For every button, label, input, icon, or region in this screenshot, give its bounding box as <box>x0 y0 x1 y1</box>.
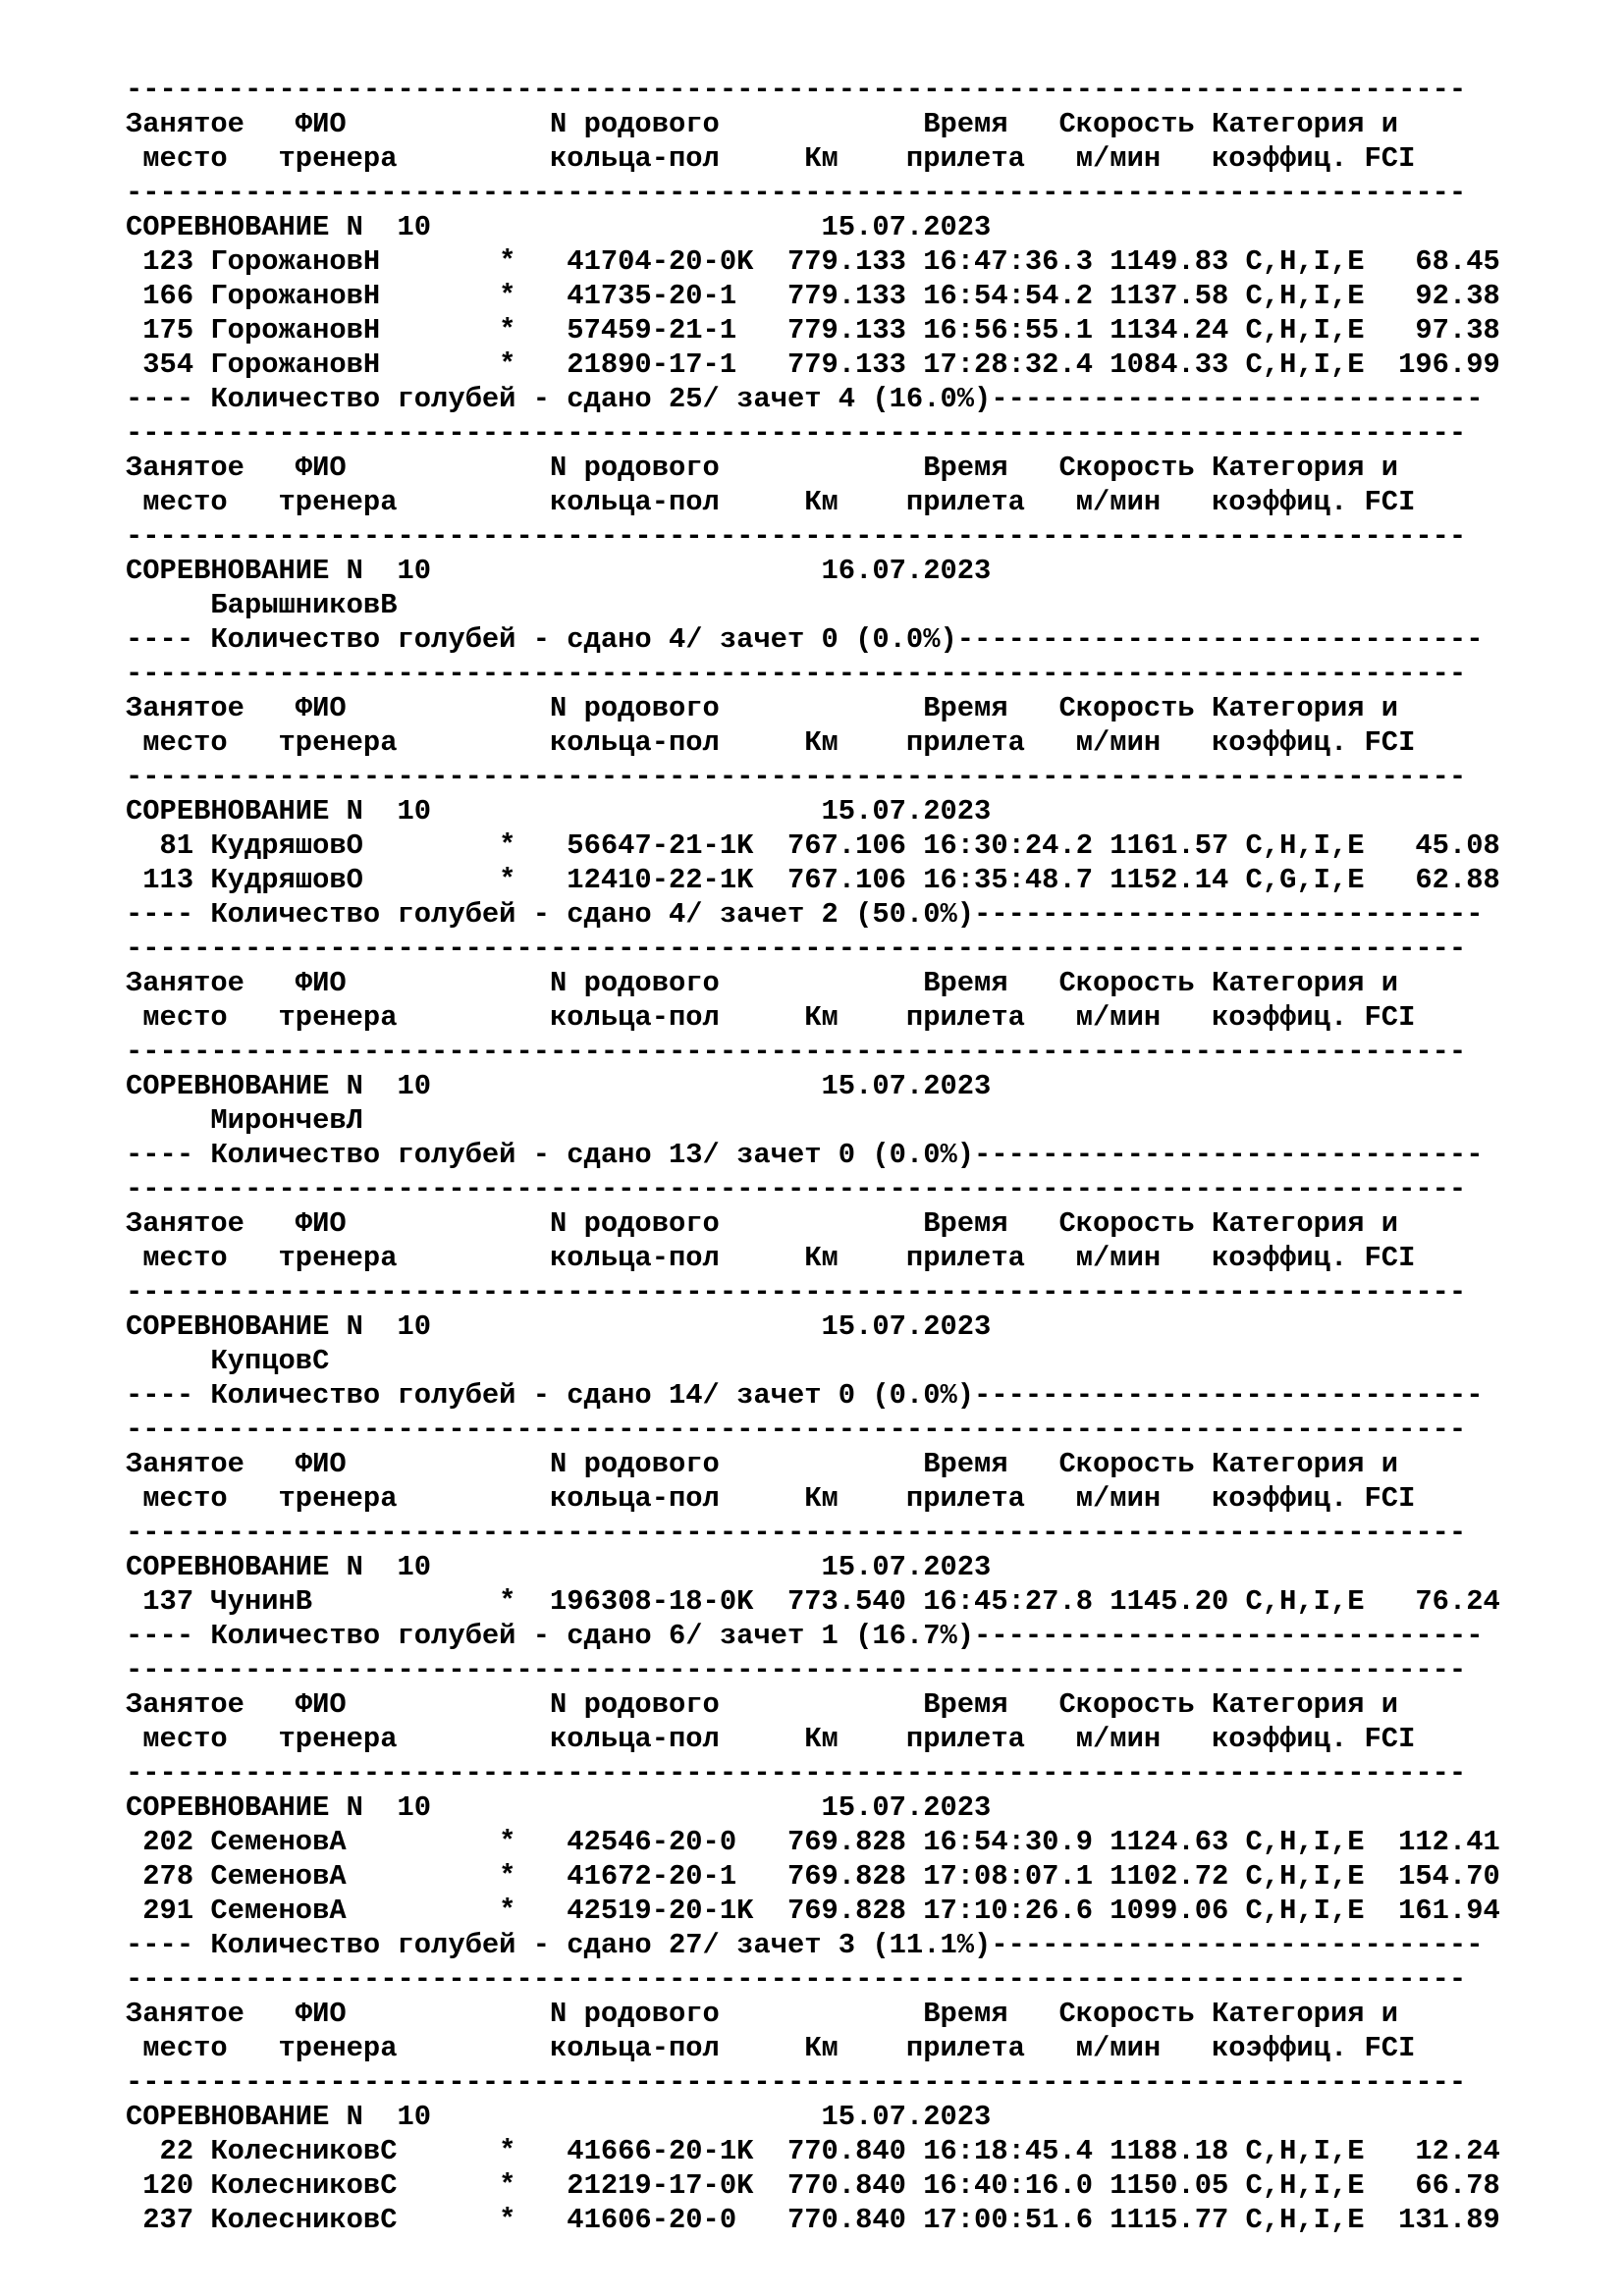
header-separator-bottom: ------------------------------------------------------------------------------- <box>126 1757 1467 1789</box>
column-header-line-2: место тренера кольца-пол Км прилета м/мин коэффиц. FCI <box>126 1001 1416 1034</box>
pigeon-count-summary: ---- Количество голубей - сдано 14/ зачет 0 (0.0%)------------------------------ <box>126 1379 1484 1412</box>
competition-title: СОРЕВНОВАНИЕ N 10 15.07.2023 <box>126 1791 992 1824</box>
result-row: 22 КолесниковС * 41666-20-1K 770.840 16:18:45.4 1188.18 C,H,I,E 12.24 <box>126 2135 1500 2167</box>
header-separator-bottom: ------------------------------------------------------------------------------- <box>126 761 1467 793</box>
result-row: 175 ГорожановН * 57459-21-1 779.133 16:56:55.1 1134.24 C,H,I,E 97.38 <box>126 314 1500 347</box>
pigeon-count-summary: ---- Количество голубей - сдано 6/ зачет 1 (16.7%)------------------------------ <box>126 1620 1484 1652</box>
result-row: 237 КолесниковС * 41606-20-0 770.840 17:00:51.6 1115.77 C,H,I,E 131.89 <box>126 2204 1500 2236</box>
column-header-line-2: место тренера кольца-пол Км прилета м/мин коэффиц. FCI <box>126 2032 1416 2064</box>
header-separator-top: ------------------------------------------------------------------------------- <box>126 933 1467 965</box>
header-separator-bottom: ------------------------------------------------------------------------------- <box>126 520 1467 553</box>
result-row: БарышниковВ <box>126 589 398 621</box>
competition-title: СОРЕВНОВАНИЕ N 10 15.07.2023 <box>126 1551 992 1583</box>
header-separator-bottom: ------------------------------------------------------------------------------- <box>126 177 1467 209</box>
result-row: 354 ГорожановН * 21890-17-1 779.133 17:28:32.4 1084.33 C,H,I,E 196.99 <box>126 348 1500 381</box>
header-separator-bottom: ------------------------------------------------------------------------------- <box>126 1036 1467 1068</box>
result-row: 137 ЧунинВ * 196308-18-0K 773.540 16:45:27.8 1145.20 C,H,I,E 76.24 <box>126 1585 1500 1618</box>
column-header-line-1: Занятое ФИО N родового Время Скорость Категория и <box>126 108 1399 140</box>
competition-title: СОРЕВНОВАНИЕ N 10 15.07.2023 <box>126 1310 992 1343</box>
header-separator-top: ------------------------------------------------------------------------------- <box>126 417 1467 450</box>
header-separator-bottom: ------------------------------------------------------------------------------- <box>126 1517 1467 1549</box>
pigeon-count-summary: ---- Количество голубей - сдано 4/ зачет 2 (50.0%)------------------------------ <box>126 898 1484 931</box>
competition-title: СОРЕВНОВАНИЕ N 10 16.07.2023 <box>126 555 992 587</box>
result-row: МирончевЛ <box>126 1104 363 1137</box>
column-header-line-1: Занятое ФИО N родового Время Скорость Категория и <box>126 1448 1399 1480</box>
header-separator-bottom: ------------------------------------------------------------------------------- <box>126 1276 1467 1308</box>
result-row: 113 КудряшовО * 12410-22-1K 767.106 16:35:48.7 1152.14 C,G,I,E 62.88 <box>126 864 1500 896</box>
pigeon-count-summary: ---- Количество голубей - сдано 27/ зачет 3 (11.1%)----------------------------- <box>126 1929 1484 1961</box>
column-header-line-2: место тренера кольца-пол Км прилета м/мин коэффиц. FCI <box>126 486 1416 518</box>
result-row: КупцовС <box>126 1345 330 1377</box>
competition-title: СОРЕВНОВАНИЕ N 10 15.07.2023 <box>126 211 992 243</box>
column-header-line-1: Занятое ФИО N родового Время Скорость Категория и <box>126 1688 1399 1721</box>
header-separator-top: ------------------------------------------------------------------------------- <box>126 74 1467 106</box>
header-separator-top: ------------------------------------------------------------------------------- <box>126 1414 1467 1446</box>
result-row: 291 СеменовА * 42519-20-1K 769.828 17:10:26.6 1099.06 C,H,I,E 161.94 <box>126 1895 1500 1927</box>
competition-title: СОРЕВНОВАНИЕ N 10 15.07.2023 <box>126 2101 992 2133</box>
results-document <box>126 73 1608 2237</box>
column-header-line-1: Занятое ФИО N родового Время Скорость Категория и <box>126 1998 1399 2030</box>
result-row: 123 ГорожановН * 41704-20-0K 779.133 16:47:36.3 1149.83 C,H,I,E 68.45 <box>126 245 1500 278</box>
column-header-line-1: Занятое ФИО N родового Время Скорость Категория и <box>126 452 1399 484</box>
result-row: 120 КолесниковС * 21219-17-0K 770.840 16:40:16.0 1150.05 C,H,I,E 66.78 <box>126 2169 1500 2202</box>
header-separator-top: ------------------------------------------------------------------------------- <box>126 1963 1467 1996</box>
pigeon-count-summary: ---- Количество голубей - сдано 4/ зачет 0 (0.0%)------------------------------- <box>126 623 1484 656</box>
result-row: 278 СеменовА * 41672-20-1 769.828 17:08:07.1 1102.72 C,H,I,E 154.70 <box>126 1860 1500 1893</box>
competition-title: СОРЕВНОВАНИЕ N 10 15.07.2023 <box>126 795 992 828</box>
column-header-line-2: место тренера кольца-пол Км прилета м/мин коэффиц. FCI <box>126 1242 1416 1274</box>
competition-title: СОРЕВНОВАНИЕ N 10 15.07.2023 <box>126 1070 992 1102</box>
column-header-line-1: Занятое ФИО N родового Время Скорость Категория и <box>126 692 1399 724</box>
header-separator-bottom: ------------------------------------------------------------------------------- <box>126 2066 1467 2099</box>
header-separator-top: ------------------------------------------------------------------------------- <box>126 1654 1467 1686</box>
header-separator-top: ------------------------------------------------------------------------------- <box>126 1173 1467 1205</box>
pigeon-count-summary: ---- Количество голубей - сдано 13/ зачет 0 (0.0%)------------------------------ <box>126 1139 1484 1171</box>
column-header-line-1: Занятое ФИО N родового Время Скорость Категория и <box>126 1207 1399 1240</box>
header-separator-top: ------------------------------------------------------------------------------- <box>126 658 1467 690</box>
column-header-line-2: место тренера кольца-пол Км прилета м/мин коэффиц. FCI <box>126 142 1416 175</box>
column-header-line-2: место тренера кольца-пол Км прилета м/мин коэффиц. FCI <box>126 1723 1416 1755</box>
result-row: 166 ГорожановН * 41735-20-1 779.133 16:54:54.2 1137.58 C,H,I,E 92.38 <box>126 280 1500 312</box>
column-header-line-1: Занятое ФИО N родового Время Скорость Категория и <box>126 967 1399 999</box>
column-header-line-2: место тренера кольца-пол Км прилета м/мин коэффиц. FCI <box>126 1482 1416 1515</box>
result-row: 202 СеменовА * 42546-20-0 769.828 16:54:30.9 1124.63 C,H,I,E 112.41 <box>126 1826 1500 1858</box>
column-header-line-2: место тренера кольца-пол Км прилета м/мин коэффиц. FCI <box>126 726 1416 759</box>
result-row: 81 КудряшовО * 56647-21-1K 767.106 16:30:24.2 1161.57 C,H,I,E 45.08 <box>126 829 1500 862</box>
pigeon-count-summary: ---- Количество голубей - сдано 25/ зачет 4 (16.0%)----------------------------- <box>126 383 1484 415</box>
